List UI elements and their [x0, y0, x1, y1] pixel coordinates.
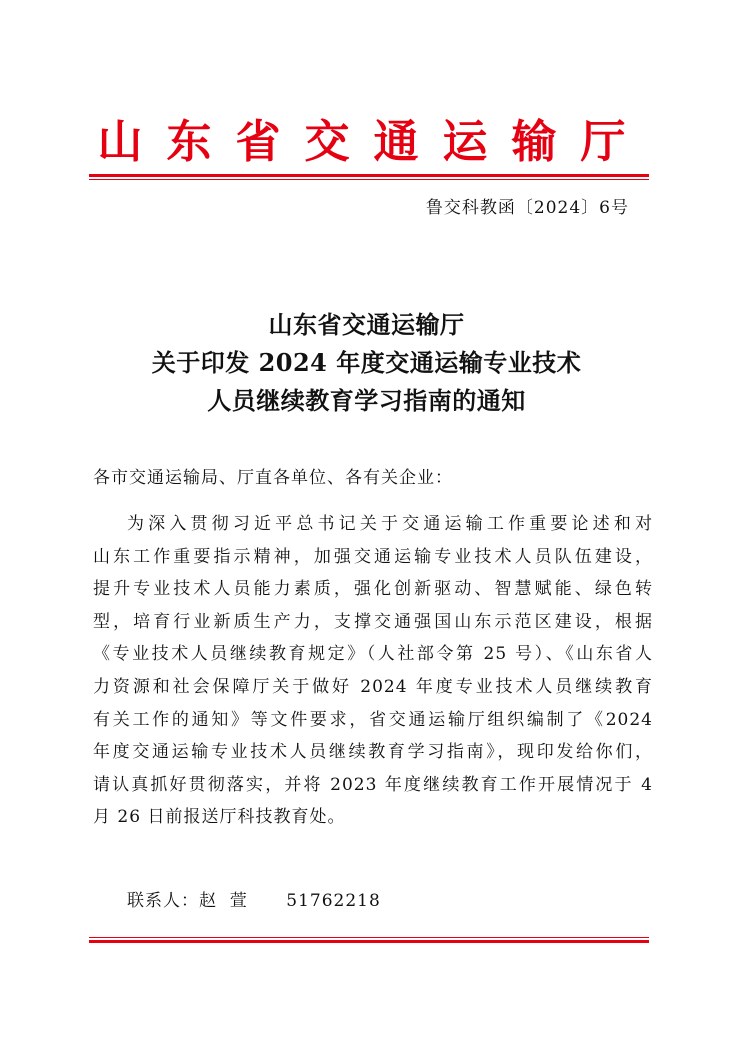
body-line: 提升专业技术人员能力素质，强化创新驱动、智慧赋能、绿色转 — [93, 579, 653, 600]
document-title — [0, 306, 733, 420]
recipients-line: 各市交通运输局、厅直各单位、各有关企业： — [93, 468, 453, 488]
body-line: 请认真抓好贯彻落实，并将 2023 年度继续教育工作开展情况于 4 — [93, 774, 653, 795]
document-number: 鲁交科教函〔2024〕6号 — [425, 198, 629, 218]
body-line: 月 26 日前报送厅科技教育处。 — [93, 807, 346, 828]
title-line-3: 人员继续教育学习指南的通知 — [207, 386, 526, 415]
body-line: 为深入贯彻习近平总书记关于交通运输工作重要论述和对 — [127, 514, 653, 534]
issuer-header: 山东省交通运输厅 — [97, 115, 650, 168]
body-line: 力资源和社会保障厅关于做好 2024 年度专业技术人员继续教育 — [93, 676, 653, 697]
body-line: 型，培育行业新质生产力，支撑交通强国山东示范区建设，根据 — [93, 611, 653, 632]
footer-rule-thick — [89, 940, 649, 943]
header-rule-thin — [89, 179, 649, 180]
contact-line — [127, 889, 381, 913]
contact-name: 赵 萱 — [199, 891, 248, 911]
title-line-1: 山东省交通运输厅 — [268, 310, 465, 339]
body-line: 山东工作重要指示精神，加强交通运输专业技术人员队伍建设， — [93, 546, 653, 567]
body-line: 有关工作的通知》等文件要求，省交通运输厅组织编制了《2024 — [93, 709, 653, 730]
body-paragraph — [93, 508, 653, 834]
body-line: 《专业技术人员继续教育规定》（人社部令第 25 号）、《山东省人 — [93, 644, 653, 665]
contact-label: 联系人： — [127, 891, 199, 911]
header-rule-thick — [89, 174, 649, 177]
contact-phone: 51762218 — [286, 891, 381, 911]
footer-rule-thin — [89, 937, 649, 938]
title-line-2: 关于印发 2024 年度交通运输专业技术 — [151, 348, 582, 377]
body-line: 年度交通运输专业技术人员继续教育学习指南》，现印发给你们， — [93, 742, 653, 763]
